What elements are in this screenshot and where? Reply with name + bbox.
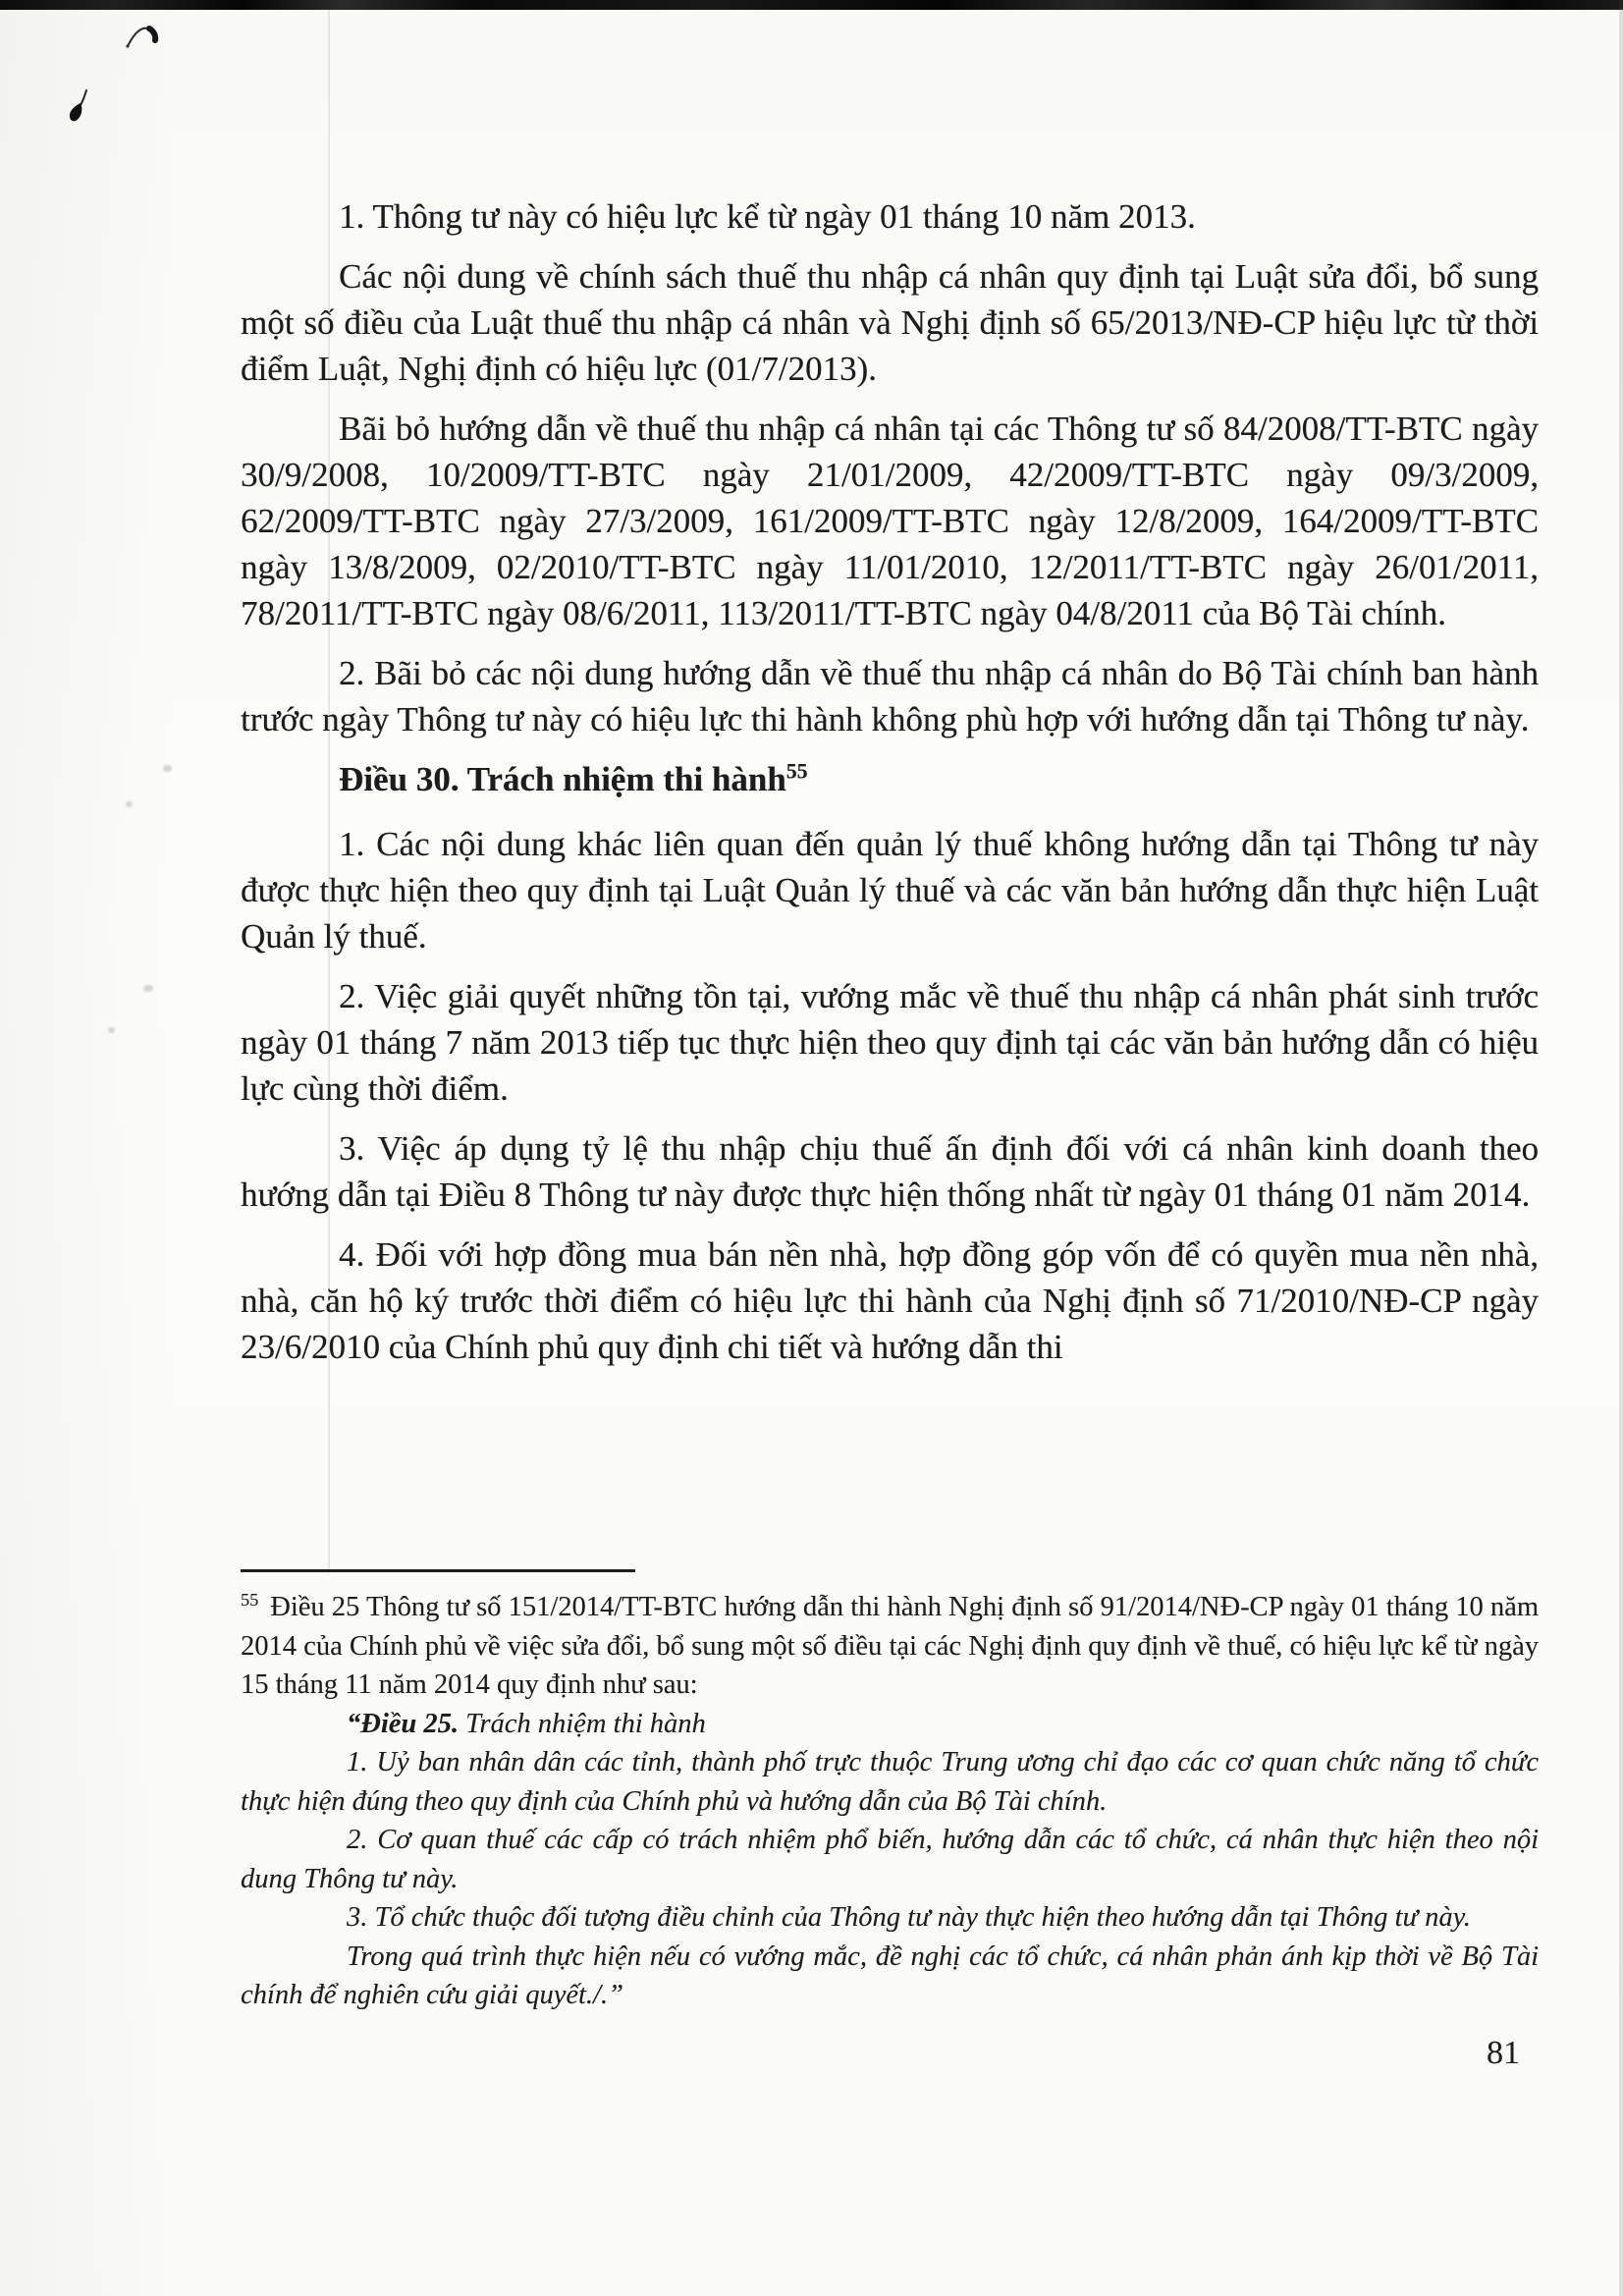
footnote-block	[241, 1569, 1539, 2015]
footnote-quoted-article-number: “Điều 25.	[347, 1708, 459, 1739]
scan-edge-bar	[0, 0, 1623, 10]
footnote-55-reference: 55	[785, 759, 808, 784]
scan-left-shading	[0, 0, 211, 2296]
paragraph-abolished-circulars: Bãi bỏ hướng dẫn về thuế thu nhập cá nhân tại các Thông tư số 84/2008/TT-BTC ngày 30/9/2008, 10/2009/TT-BTC ngày 21/01/2009, 42/2009/TT-BTC ngày 09/3/2009, 62/2009/TT-BTC ngày 27/3/2009, 161/2009/TT-BTC ngày 12/8/2009, 164/2009/TT-BTC ngày 13/8/2009, 02/2010/TT-BTC ngày 11/01/2010, 12/2011/TT-BTC ngày 26/01/2011, 78/2011/TT-BTC ngày 08/6/2011, 113/2011/TT-BTC ngày 04/8/2011 của Bộ Tài chính.	[241, 410, 1539, 632]
scan-speck	[163, 765, 172, 772]
footnote-quoted-item-3: 3. Tổ chức thuộc đối tượng điều chỉnh của Thông tư này thực hiện theo hướng dẫn tại Thông tư này.	[347, 1902, 1471, 1933]
pen-mark-comma	[67, 88, 94, 128]
scan-speck	[126, 801, 133, 807]
footnote-separator-rule	[241, 1569, 635, 1572]
article-30-heading	[241, 756, 1539, 802]
scan-speck	[108, 1027, 115, 1033]
footnote-quoted-item-1: 1. Uỷ ban nhân dân các tỉnh, thành phố trực thuộc Trung ương chỉ đạo các cơ quan chức năng tổ chức thực hiện đúng theo quy định của Chính phủ và hướng dẫn của Bộ Tài chính.	[241, 1747, 1539, 1817]
pen-mark-arc	[124, 22, 165, 53]
paragraph-effective-date: 1. Thông tư này có hiệu lực kể từ ngày 01 tháng 10 năm 2013.	[339, 197, 1196, 236]
page-number: 81	[1487, 2035, 1520, 2071]
paragraph-tax-administration: 1. Các nội dung khác liên quan đến quản lý thuế không hướng dẫn tại Thông tư này được thực hiện theo quy định tại Luật Quản lý thuế và các văn bản hướng dẫn thực hiện Luật Quản lý thuế.	[241, 825, 1539, 956]
footnote-quoted-article-title: Trách nhiệm thi hành	[459, 1708, 706, 1739]
footnote-55-marker: 55	[241, 1589, 259, 1610]
article-30-heading-text: Điều 30. Trách nhiệm thi hành	[339, 760, 786, 798]
paragraph-housing-contracts: 4. Đối với hợp đồng mua bán nền nhà, hợp đồng góp vốn để có quyền mua nền nhà, nhà, căn hộ ký trước thời điểm có hiệu lực thi hành của Nghị định số 71/2010/NĐ-CP ngày 23/6/2010 của Chính phủ quy định chi tiết và hướng dẫn thi	[241, 1235, 1539, 1366]
paragraph-presumptive-rate: 3. Việc áp dụng tỷ lệ thu nhập chịu thuế ấn định đối với cá nhân kinh doanh theo hướng dẫn tại Điều 8 Thông tư này được thực hiện thống nhất từ ngày 01 tháng 01 năm 2014.	[241, 1129, 1539, 1214]
footnote-quoted-closing: Trong quá trình thực hiện nếu có vướng mắc, đề nghị các tổ chức, cá nhân phản ánh kịp thời về Bộ Tài chính để nghiên cứu giải quyết./.”	[241, 1941, 1539, 2010]
paragraph-abolish-guidance: 2. Bãi bỏ các nội dung hướng dẫn về thuế thu nhập cá nhân do Bộ Tài chính ban hành trước ngày Thông tư này có hiệu lực thi hành không phù hợp với hướng dẫn tại Thông tư này.	[241, 654, 1539, 738]
paragraph-policy-contents: Các nội dung về chính sách thuế thu nhập cá nhân quy định tại Luật sửa đổi, bổ sung một số điều của Luật thuế thu nhập cá nhân và Nghị định số 65/2013/NĐ-CP hiệu lực từ thời điểm Luật, Nghị định có hiệu lực (01/7/2013).	[241, 257, 1539, 388]
document-body	[241, 193, 1539, 1384]
footnote-quoted-item-2: 2. Cơ quan thuế các cấp có trách nhiệm phổ biến, hướng dẫn các tổ chức, cá nhân thực hiện theo nội dung Thông tư này.	[241, 1825, 1539, 1894]
footnote-55-intro	[241, 1588, 1539, 1705]
paragraph-pending-issues: 2. Việc giải quyết những tồn tại, vướng mắc về thuế thu nhập cá nhân phát sinh trước ngày 01 tháng 7 năm 2013 tiếp tục thực hiện theo quy định tại các văn bản hướng dẫn có hiệu lực cùng thời điểm.	[241, 977, 1539, 1108]
scan-speck	[143, 985, 153, 992]
footnote-quoted-article-heading	[241, 1705, 1539, 1744]
footnote-55-intro-text: Điều 25 Thông tư số 151/2014/TT-BTC hướng dẫn thi hành Nghị định số 91/2014/NĐ-CP ngày 01 tháng 10 năm 2014 của Chính phủ về việc sửa đổi, bổ sung một số điều tại các Nghị định quy định về thuế, có hiệu lực kể từ ngày 15 tháng 11 năm 2014 quy định như sau:	[241, 1592, 1539, 1700]
scan-right-edge-line	[1619, 0, 1623, 2296]
